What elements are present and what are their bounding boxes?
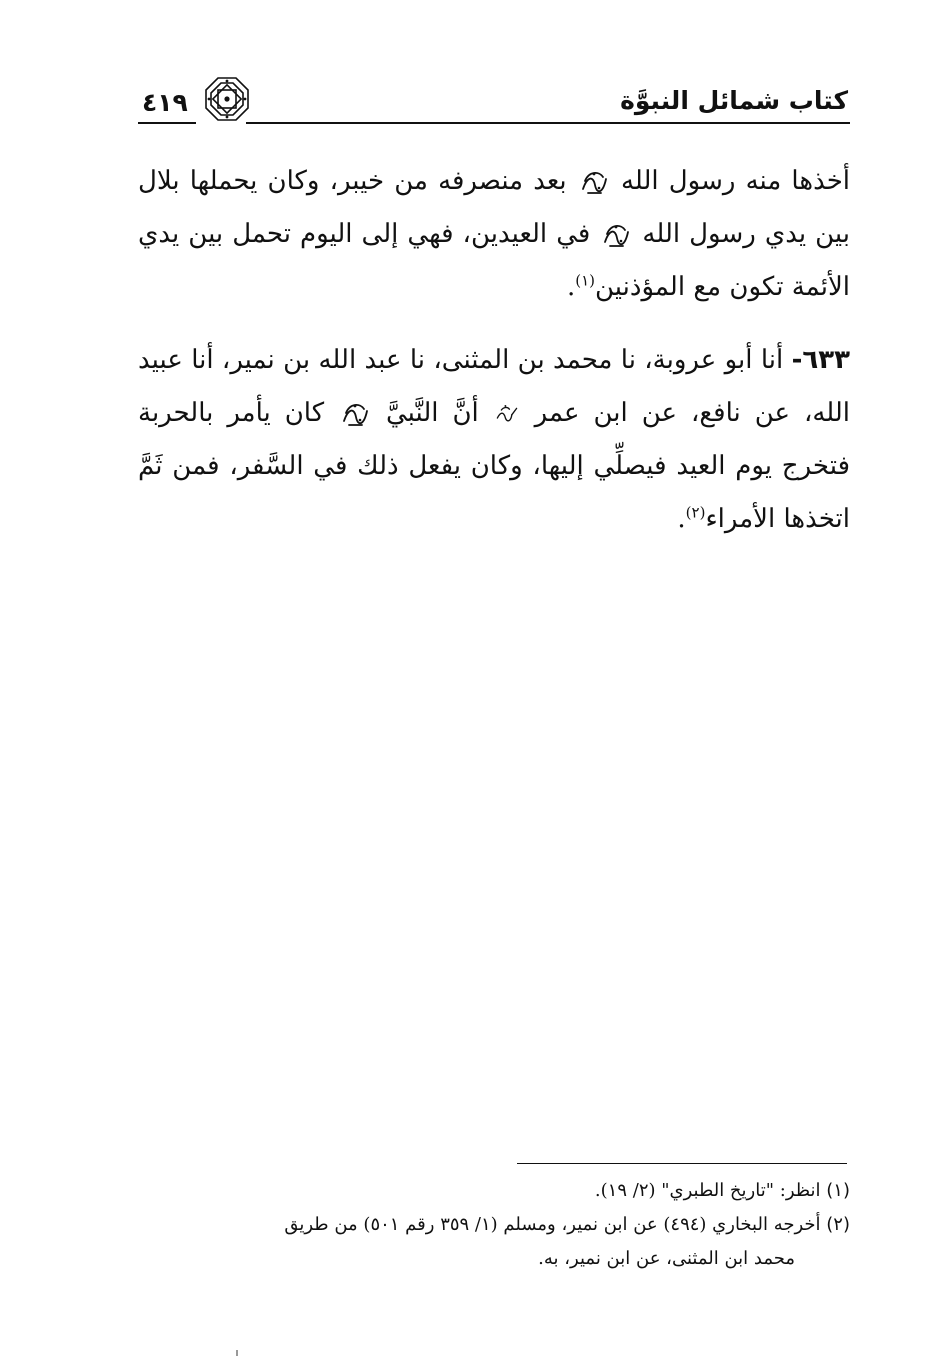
running-header: [138, 72, 850, 124]
footnote-number: (١): [826, 1180, 850, 1201]
page-number-block: [142, 76, 252, 120]
text-run: .: [566, 272, 576, 302]
book-title: كتاب شمائل النبوَّة: [620, 86, 848, 115]
footnotes: [132, 1174, 850, 1276]
footnote-separator: [517, 1163, 847, 1164]
page-number: ٤١٩: [142, 88, 188, 117]
salutation-calligraphy-icon: [579, 167, 609, 197]
text-run: بعد منصرفه من خيبر، وكان يحملها بلال بين يدي رسول الله: [138, 166, 850, 249]
footnote: [132, 1208, 850, 1242]
text-run: أنا أبو عروبة، نا محمد بن المثنى، نا عبد الله بن نمير، أنا عبيد الله، عن نافع، عن ابن عمر: [138, 345, 851, 428]
text-run: كان يأمر بالحربة فتخرج يوم العيد فيصلِّي إليها، وكان يفعل ذلك في السَّفر، فمن ثَمَّ اتخذها الأمراء: [138, 398, 850, 534]
paragraph: [138, 155, 850, 314]
text-run: في العيدين، فهي إلى اليوم تحمل بين يدي الأئمة تكون مع المؤذنين: [138, 219, 850, 302]
text-run: أنَّ النَّبيَّ: [386, 398, 479, 428]
text-run: .: [677, 504, 686, 534]
footnote-text: انظر: "تاريخ الطبري" (٢/ ١٩).: [594, 1180, 821, 1201]
footnote-text: محمد ابن المثنى، عن ابن نمير، به.: [538, 1248, 795, 1269]
footnote-ref: (١): [575, 271, 595, 290]
radiallahu-anhu-icon: [495, 402, 519, 426]
salutation-calligraphy-icon: [601, 220, 631, 250]
footnote-continuation: [132, 1242, 850, 1276]
paragraph: [138, 334, 850, 546]
footnote-number: (٢): [826, 1214, 850, 1235]
octagon-ornament-icon: [204, 76, 250, 122]
scan-mark: [236, 1350, 238, 1356]
text-run: أخذها منه رسول الله: [620, 166, 851, 196]
salutation-calligraphy-icon: [340, 399, 370, 429]
footnote: [132, 1174, 850, 1208]
page-number-underline: [138, 122, 196, 124]
hadith-number: ٦٣٣-: [791, 345, 850, 375]
footnote-text: أخرجه البخاري (٤٩٤) عن ابن نمير، ومسلم (١/ ٣٥٩ رقم ٥٠١) من طريق: [284, 1214, 821, 1235]
main-text: [138, 155, 850, 546]
footnote-ref: (٢): [685, 503, 706, 522]
header-rule: [246, 122, 850, 124]
